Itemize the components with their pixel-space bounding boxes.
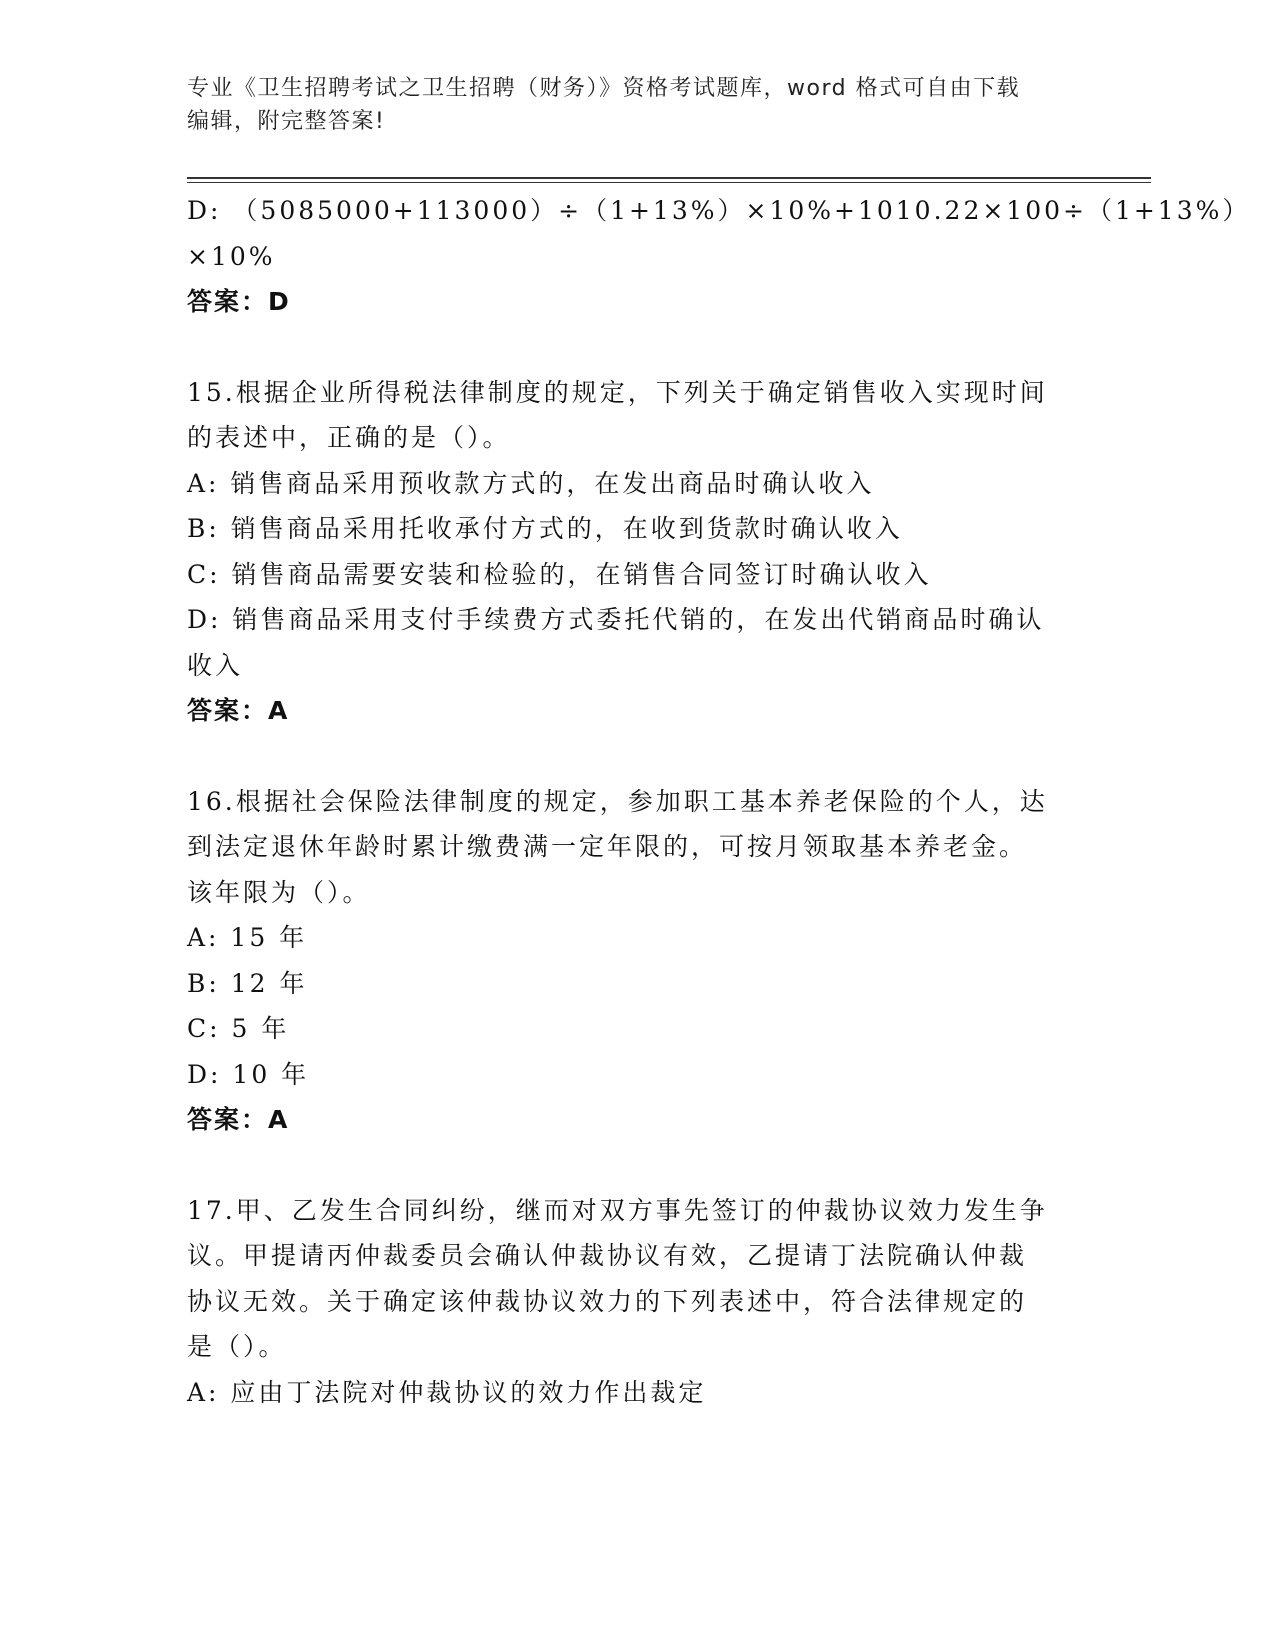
option-d: D: 销售商品采用支付手续费方式委托代销的，在发出代销商品时确认 (187, 605, 1045, 634)
question-stem-line: 15.根据企业所得税法律制度的规定，下列关于确定销售收入实现时间 (187, 377, 1048, 407)
option-a: A: 应由丁法院对仲裁协议的效力作出裁定 (187, 1377, 707, 1407)
option-d-line-2: ×10% (187, 241, 276, 271)
answer: 答案：A (187, 1105, 290, 1134)
question-17 (187, 1188, 1077, 1416)
answer: 答案：A (187, 696, 290, 725)
question-16 (187, 779, 1077, 1143)
option-d: D: 10 年 (187, 1059, 310, 1089)
question-stem-line: 议。甲提请丙仲裁委员会确认仲裁协议有效，乙提请丁法院确认仲裁 (187, 1241, 1028, 1270)
question-15 (187, 370, 1077, 734)
question-stem-line: 16.根据社会保险法律制度的规定，参加职工基本养老保险的个人，达 (187, 786, 1048, 816)
previous-question-tail (187, 188, 1251, 325)
option-d-line-1: D: （5085000+113000）÷（1+13%）×10%+1010.22×100÷（1+13%） (187, 196, 1251, 225)
page-header (187, 72, 1087, 138)
question-stem-line: 到法定退休年龄时累计缴费满一定年限的，可按月领取基本养老金。 (187, 832, 1028, 861)
option-c: C: 5 年 (187, 1014, 290, 1043)
answer: 答案：D (187, 287, 291, 316)
option-b: B: 销售商品采用托收承付方式的，在收到货款时确认收入 (187, 514, 903, 543)
question-stem-line: 协议无效。关于确定该仲裁协议效力的下列表述中，符合法律规定的 (187, 1286, 1028, 1316)
header-rule (187, 177, 1151, 183)
option-d-continued: 收入 (187, 650, 244, 680)
header-line-1: 专业《卫生招聘考试之卫生招聘（财务）》资格考试题库，word 格式可自由下载 (187, 76, 1021, 101)
option-a: A: 15 年 (187, 923, 308, 952)
question-stem-line: 是（）。 (187, 1332, 287, 1361)
option-c: C: 销售商品需要安装和检验的，在销售合同签订时确认收入 (187, 559, 932, 589)
question-stem-line: 该年限为（）。 (187, 877, 371, 907)
question-stem-line: 的表述中，正确的是（）。 (187, 423, 511, 452)
option-a: A: 销售商品采用预收款方式的，在发出商品时确认收入 (187, 468, 875, 498)
header-line-2: 编辑，附完整答案! (187, 109, 386, 134)
document-body (187, 188, 1251, 1415)
option-b: B: 12 年 (187, 968, 308, 998)
question-stem-line: 17.甲、乙发生合同纠纷，继而对双方事先签订的仲裁协议效力发生争 (187, 1195, 1048, 1225)
